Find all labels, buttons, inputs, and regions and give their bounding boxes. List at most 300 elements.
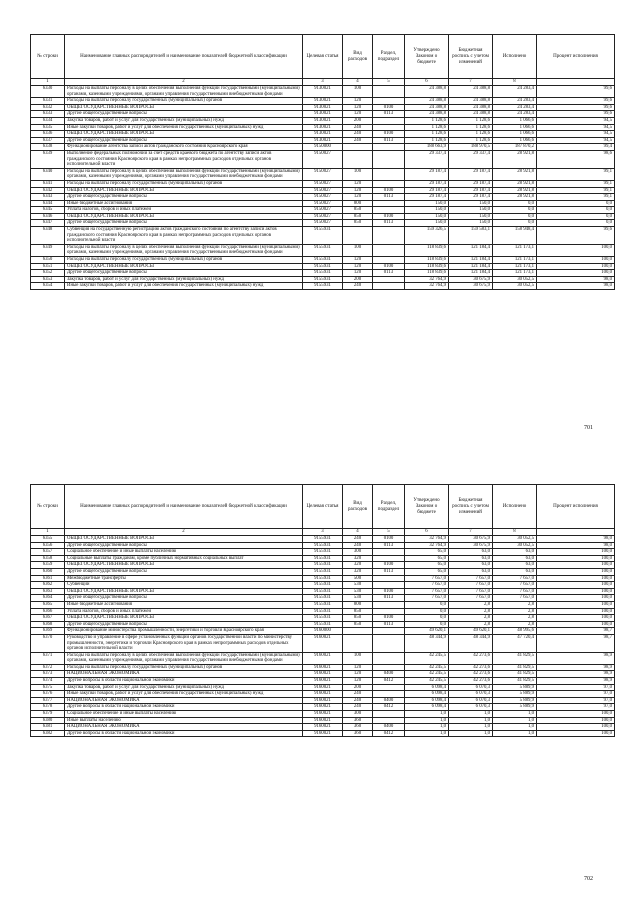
row-target-article: 9155931	[303, 588, 343, 595]
col-number: 6	[405, 79, 449, 86]
col-number-empty	[537, 79, 615, 86]
table-row	[31, 86, 615, 98]
row-name: ОБЩЕГОСУДАРСТВЕННЫЕ ВОПРОСЫ	[65, 213, 303, 220]
table-row	[31, 575, 615, 582]
header-expense-type: Вид расходов	[343, 485, 373, 529]
row-section: 0100	[373, 263, 405, 270]
col-number: 3	[303, 79, 343, 86]
row-number: 6364	[31, 595, 65, 602]
table-row	[31, 194, 615, 201]
row-budget-list: 1 128,6	[449, 117, 493, 124]
row-target-article: 9130021	[303, 117, 343, 124]
row-percent: 94,5	[537, 131, 615, 138]
row-section: 0113	[373, 194, 405, 201]
row-name: ОБЩЕГОСУДАРСТВЕННЫЕ ВОПРОСЫ	[65, 187, 303, 194]
col-number: 6	[405, 529, 449, 536]
row-budget-list: 48 344,9	[449, 634, 493, 652]
row-budget-list: 42 273,6	[449, 671, 493, 678]
table-row	[31, 150, 615, 168]
row-target-article: 9160021	[303, 704, 343, 711]
row-budget-list: 1,0	[449, 711, 493, 718]
row-approved: 65,0	[405, 562, 449, 569]
row-expense-type: 500	[343, 575, 373, 582]
row-name: Уплата налогов, сборов и иных платежей	[65, 608, 303, 615]
row-approved: 0,0	[405, 608, 449, 615]
row-approved: 49 620,1	[405, 628, 449, 635]
row-target-article: 9155931	[303, 575, 343, 582]
row-percent: 98,7	[537, 628, 615, 635]
row-number: 6365	[31, 601, 65, 608]
row-name: Социальное обеспечение и иные выплаты населению	[65, 711, 303, 718]
table-row	[31, 227, 615, 245]
table-row	[31, 634, 615, 652]
row-approved: 1 128,6	[405, 117, 449, 124]
row-section	[373, 227, 405, 245]
row-percent: 100,0	[537, 582, 615, 589]
row-percent: 94,5	[537, 124, 615, 131]
header-expense-type: Вид расходов	[343, 35, 373, 79]
col-number: 7	[449, 79, 493, 86]
row-section: 0100	[373, 104, 405, 111]
header-budget-list: Бюджетная роспись с учетом изменений	[449, 35, 493, 79]
row-approved: 6 098,4	[405, 704, 449, 711]
row-expense-type: 120	[343, 678, 373, 685]
header-section: Раздел, подраздел	[373, 35, 405, 79]
row-target-article: 9150027	[303, 150, 343, 168]
row-approved: 1,0	[405, 724, 449, 731]
row-budget-list: 7 657,0	[449, 588, 493, 595]
row-section	[373, 549, 405, 556]
col-number: 3	[303, 529, 343, 536]
row-executed: 0,0	[493, 200, 537, 207]
row-section: 0100	[373, 187, 405, 194]
row-executed: 30 052,5	[493, 283, 537, 290]
row-budget-list: 150,0	[449, 200, 493, 207]
row-section	[373, 575, 405, 582]
row-target-article: 9155931	[303, 562, 343, 569]
row-budget-list: 121 184,4	[449, 263, 493, 270]
row-expense-type: 240	[343, 691, 373, 698]
row-executed: 1,0	[493, 711, 537, 718]
row-executed: 158 948,4	[493, 227, 537, 245]
table-row	[31, 652, 615, 664]
row-expense-type: 200	[343, 117, 373, 124]
row-budget-list: 1,0	[449, 724, 493, 731]
row-target-article: 9150027	[303, 220, 343, 227]
row-expense-type: 530	[343, 588, 373, 595]
row-percent: 100,0	[537, 595, 615, 602]
row-section: 0400	[373, 724, 405, 731]
header-executed: Исполнено	[493, 35, 537, 79]
row-approved: 6 098,4	[405, 697, 449, 704]
row-budget-list: 121 184,4	[449, 270, 493, 277]
row-expense-type: 800	[343, 601, 373, 608]
row-expense-type: 240	[343, 124, 373, 131]
row-section	[373, 628, 405, 635]
row-budget-list: 24 388,8	[449, 111, 493, 118]
row-percent: 97,0	[537, 691, 615, 698]
row-approved: 29 187,4	[405, 168, 449, 180]
header-target-article: Целевая статья	[303, 485, 343, 529]
row-expense-type: 100	[343, 168, 373, 180]
header-section: Раздел, подраздел	[373, 485, 405, 529]
row-target-article: 9155931	[303, 257, 343, 264]
row-target-article: 9160021	[303, 691, 343, 698]
table-row	[31, 137, 615, 144]
row-approved: 65,0	[405, 555, 449, 562]
row-executed: 0,0	[493, 213, 537, 220]
table-row	[31, 621, 615, 628]
header-row-number: № строки	[31, 485, 65, 529]
row-name: Расходы на выплаты персоналу государственных (муниципальных) органов	[65, 180, 303, 187]
row-section	[373, 711, 405, 718]
row-executed: 24 283,4	[493, 98, 537, 105]
row-target-article: 9155931	[303, 555, 343, 562]
row-number: 6381	[31, 724, 65, 731]
row-executed: 121 173,1	[493, 257, 537, 264]
row-target-article: 9160021	[303, 634, 343, 652]
row-budget-list: 2,8	[449, 621, 493, 628]
col-number: 2	[65, 79, 303, 86]
table-row	[31, 608, 615, 615]
table-row	[31, 200, 615, 207]
row-number: 6335	[31, 124, 65, 131]
row-percent: 94,5	[537, 117, 615, 124]
row-number: 6366	[31, 608, 65, 615]
row-approved: 118 839,6	[405, 257, 449, 264]
row-number: 6370	[31, 634, 65, 652]
row-approved: 29 337,4	[405, 150, 449, 168]
row-expense-type: 850	[343, 220, 373, 227]
row-approved: 32 764,9	[405, 536, 449, 543]
row-number: 6341	[31, 180, 65, 187]
row-executed: 41 829,5	[493, 671, 537, 678]
col-number: 5	[373, 529, 405, 536]
row-expense-type: 120	[343, 263, 373, 270]
row-executed: 1,0	[493, 730, 537, 737]
row-percent: 0,0	[537, 213, 615, 220]
row-target-article: 9155931	[303, 244, 343, 256]
row-approved: 150,0	[405, 213, 449, 220]
row-approved: 32 764,9	[405, 276, 449, 283]
table-row	[31, 131, 615, 138]
row-budget-list: 24 388,8	[449, 104, 493, 111]
row-percent: 100,0	[537, 244, 615, 256]
table-row	[31, 628, 615, 635]
row-expense-type: 320	[343, 568, 373, 575]
row-name: Другие общегосударственные вопросы	[65, 595, 303, 602]
row-expense-type: 240	[343, 542, 373, 549]
row-section	[373, 276, 405, 283]
row-section: 0412	[373, 678, 405, 685]
row-executed: 7 657,0	[493, 582, 537, 589]
row-section	[373, 244, 405, 256]
row-number: 6361	[31, 575, 65, 582]
header-row-number: № строки	[31, 35, 65, 79]
row-budget-list: 6 070,3	[449, 704, 493, 711]
row-expense-type: 120	[343, 180, 373, 187]
row-percent: 100,0	[537, 270, 615, 277]
row-executed: 2,8	[493, 615, 537, 622]
row-number: 6358	[31, 555, 65, 562]
row-section	[373, 684, 405, 691]
row-executed: 5 889,9	[493, 691, 537, 698]
row-section: 0100	[373, 131, 405, 138]
row-percent: 100,0	[537, 549, 615, 556]
row-approved: 118 839,6	[405, 263, 449, 270]
row-section	[373, 717, 405, 724]
table-row	[31, 664, 615, 671]
row-target-article: 9155931	[303, 227, 343, 245]
row-approved: 7 657,0	[405, 588, 449, 595]
row-budget-list: 7 657,0	[449, 595, 493, 602]
table-row	[31, 697, 615, 704]
row-name: Другие общегосударственные вопросы	[65, 194, 303, 201]
row-budget-list: 30 675,9	[449, 276, 493, 283]
row-name: ОБЩЕГОСУДАРСТВЕННЫЕ ВОПРОСЫ	[65, 588, 303, 595]
row-name: Межбюджетные трансферты	[65, 575, 303, 582]
row-executed: 121 173,1	[493, 263, 537, 270]
row-percent: 100,0	[537, 601, 615, 608]
row-name: Иные выплаты населению	[65, 717, 303, 724]
row-section: 0113	[373, 621, 405, 628]
row-executed: 47 720,4	[493, 634, 537, 652]
row-budget-list: 6 070,3	[449, 684, 493, 691]
col-number: 4	[343, 529, 373, 536]
row-name: Закупка товаров, работ и услуг для государственных (муниципальных) нужд	[65, 276, 303, 283]
row-approved: 188 663,9	[405, 144, 449, 151]
row-number: 6372	[31, 664, 65, 671]
row-name: ОБЩЕГОСУДАРСТВЕННЫЕ ВОПРОСЫ	[65, 615, 303, 622]
row-budget-list: 6 070,3	[449, 697, 493, 704]
row-name: Расходы на выплаты персоналу в целях обеспечения выполнения функций государственными (муниципальными) органами, казенными учреждениями, органами управления государственными внебюджетными фондами	[65, 168, 303, 180]
row-percent: 100,0	[537, 575, 615, 582]
row-executed: 30 052,5	[493, 276, 537, 283]
row-approved: 1,0	[405, 711, 449, 718]
row-expense-type: 300	[343, 711, 373, 718]
row-section	[373, 555, 405, 562]
row-number: 6330	[31, 86, 65, 98]
row-name: Другие вопросы в области национальной экономики	[65, 704, 303, 711]
row-target-article: 9160021	[303, 678, 343, 685]
row-number: 6349	[31, 244, 65, 256]
row-section: 0412	[373, 704, 405, 711]
row-budget-list: 30 675,9	[449, 536, 493, 543]
table-row	[31, 595, 615, 602]
header-approved: Утверждено Законом о бюджете	[405, 35, 449, 79]
row-target-article: 9130021	[303, 98, 343, 105]
row-percent: 98,6	[537, 150, 615, 168]
row-executed: 28 921,8	[493, 168, 537, 180]
row-name: Функционирование министерства промышленности, энергетики и торговли Красноярского края	[65, 628, 303, 635]
row-target-article: 9155931	[303, 542, 343, 549]
col-number: 8	[493, 529, 537, 536]
row-number: 6378	[31, 704, 65, 711]
row-target-article: 9155931	[303, 568, 343, 575]
row-name: Социальное обеспечение и иные выплаты населению	[65, 549, 303, 556]
row-budget-list: 29 187,4	[449, 194, 493, 201]
row-expense-type	[343, 144, 373, 151]
row-number: 6377	[31, 697, 65, 704]
row-approved: 65,0	[405, 549, 449, 556]
row-section: 0400	[373, 671, 405, 678]
table-row	[31, 244, 615, 256]
row-number: 6355	[31, 536, 65, 543]
row-number: 6352	[31, 270, 65, 277]
row-number: 6375	[31, 684, 65, 691]
row-number: 6344	[31, 200, 65, 207]
row-expense-type: 240	[343, 283, 373, 290]
row-target-article: 9155931	[303, 582, 343, 589]
row-executed: 63,0	[493, 555, 537, 562]
header-name: Наименование главных распорядителей и наименование показателей бюджетной классификации	[65, 485, 303, 529]
row-percent: 100,0	[537, 588, 615, 595]
table-row	[31, 684, 615, 691]
col-number: 8	[493, 79, 537, 86]
row-executed: 41 829,5	[493, 664, 537, 671]
row-number: 6363	[31, 588, 65, 595]
table-row	[31, 555, 615, 562]
row-percent: 97,0	[537, 697, 615, 704]
row-name: Другие общегосударственные вопросы	[65, 621, 303, 628]
row-number: 6343	[31, 194, 65, 201]
row-number: 6360	[31, 568, 65, 575]
row-approved: 48 344,9	[405, 634, 449, 652]
row-expense-type: 240	[343, 697, 373, 704]
row-budget-list: 121 184,4	[449, 257, 493, 264]
row-section	[373, 150, 405, 168]
row-name: Иные закупки товаров, работ и услуг для обеспечения государственных (муниципальных) нужд	[65, 283, 303, 290]
row-percent: 99,6	[537, 98, 615, 105]
header-approved: Утверждено Законом о бюджете	[405, 485, 449, 529]
table-row	[31, 124, 615, 131]
row-budget-list: 121 184,4	[449, 244, 493, 256]
row-executed: 48 995,6	[493, 628, 537, 635]
table-row	[31, 536, 615, 543]
row-number: 6337	[31, 137, 65, 144]
row-budget-list: 30 675,9	[449, 283, 493, 290]
header-executed: Исполнено	[493, 485, 537, 529]
row-section: 0100	[373, 588, 405, 595]
row-budget-list: 1 128,6	[449, 131, 493, 138]
row-expense-type: 200	[343, 684, 373, 691]
row-executed: 41 829,5	[493, 678, 537, 685]
col-number: 4	[343, 79, 373, 86]
row-name: Функционирование агентства записи актов гражданского состояния Красноярского края	[65, 144, 303, 151]
row-name: Выполнение федеральных полномочий за счет средств краевого бюджета по агентству записи актов гражданского состояния Красноярского края в рамках непрограммных расходов отдельных органов исполнительной власти	[65, 150, 303, 168]
row-target-article: 9155931	[303, 621, 343, 628]
row-executed: 5 889,9	[493, 704, 537, 711]
row-target-article: 9150000	[303, 144, 343, 151]
row-budget-list: 42 273,6	[449, 652, 493, 664]
row-name: ОБЩЕГОСУДАРСТВЕННЫЕ ВОПРОСЫ	[65, 104, 303, 111]
row-section: 0113	[373, 220, 405, 227]
row-expense-type: 530	[343, 595, 373, 602]
row-number: 6342	[31, 187, 65, 194]
row-executed: 187 870,2	[493, 144, 537, 151]
row-executed: 1,0	[493, 724, 537, 731]
table-row	[31, 270, 615, 277]
row-budget-list: 188 970,5	[449, 144, 493, 151]
page-number: 701	[584, 425, 593, 431]
row-budget-list: 6 070,3	[449, 691, 493, 698]
row-budget-list: 29 187,4	[449, 168, 493, 180]
row-executed: 24 283,4	[493, 104, 537, 111]
row-executed: 24 283,4	[493, 86, 537, 98]
row-number: 6359	[31, 562, 65, 569]
table-body	[31, 536, 615, 737]
row-approved: 118 839,6	[405, 244, 449, 256]
row-approved: 32 764,9	[405, 542, 449, 549]
row-section: 0113	[373, 111, 405, 118]
row-target-article: 9155931	[303, 536, 343, 543]
row-name: Расходы на выплаты персоналу государственных (муниципальных) органов	[65, 98, 303, 105]
row-section: 0400	[373, 697, 405, 704]
row-executed: 1 066,6	[493, 124, 537, 131]
row-expense-type: 120	[343, 98, 373, 105]
row-number: 6332	[31, 104, 65, 111]
row-executed: 63,0	[493, 568, 537, 575]
row-section	[373, 652, 405, 664]
row-percent: 98,9	[537, 652, 615, 664]
row-target-article: 9130021	[303, 131, 343, 138]
row-name: Иные бюджетные ассигнования	[65, 601, 303, 608]
row-number: 6367	[31, 615, 65, 622]
row-budget-list: 42 273,6	[449, 664, 493, 671]
row-percent: 98,9	[537, 671, 615, 678]
row-percent: 100,0	[537, 621, 615, 628]
row-budget-list: 150,0	[449, 220, 493, 227]
row-budget-list: 2,8	[449, 615, 493, 622]
row-budget-list: 63,0	[449, 562, 493, 569]
row-executed: 63,0	[493, 549, 537, 556]
row-name: Расходы на выплаты персоналу в целях обеспечения выполнения функций государственными (муниципальными) органами, казенными учреждениями, органами управления государственными внебюджетными фондами	[65, 86, 303, 98]
row-name: Другие общегосударственные вопросы	[65, 220, 303, 227]
row-target-article: 9155931	[303, 270, 343, 277]
row-approved: 29 187,4	[405, 180, 449, 187]
table-row	[31, 276, 615, 283]
row-budget-list: 29 337,4	[449, 150, 493, 168]
row-section: 0113	[373, 270, 405, 277]
row-target-article: 9130021	[303, 111, 343, 118]
row-approved: 150,0	[405, 200, 449, 207]
row-expense-type: 120	[343, 194, 373, 201]
row-target-article: 9160021	[303, 724, 343, 731]
row-percent: 99,1	[537, 194, 615, 201]
table-row	[31, 111, 615, 118]
row-executed: 28 921,8	[493, 194, 537, 201]
row-percent: 99,1	[537, 168, 615, 180]
row-section: 0113	[373, 137, 405, 144]
row-approved: 42 245,5	[405, 664, 449, 671]
header-target-article: Целевая статья	[303, 35, 343, 79]
row-budget-list: 1,0	[449, 730, 493, 737]
row-expense-type	[343, 227, 373, 245]
row-name: Расходы на выплаты персоналу в целях обеспечения выполнения функций государственными (муниципальными) органами, казенными учреждениями, органами управления государственными внебюджетными фондами	[65, 652, 303, 664]
row-number: 6362	[31, 582, 65, 589]
row-executed: 1 066,6	[493, 117, 537, 124]
table-row	[31, 220, 615, 227]
row-name: Уплата налогов, сборов и иных платежей	[65, 207, 303, 214]
row-budget-list: 30 675,9	[449, 542, 493, 549]
row-budget-list: 63,0	[449, 549, 493, 556]
row-name: Иные закупки товаров, работ и услуг для обеспечения государственных (муниципальных) нужд	[65, 691, 303, 698]
row-target-article: 9160021	[303, 730, 343, 737]
row-expense-type: 360	[343, 717, 373, 724]
row-name: Другие общегосударственные вопросы	[65, 137, 303, 144]
row-target-article: 9160021	[303, 664, 343, 671]
row-target-article: 9155931	[303, 283, 343, 290]
